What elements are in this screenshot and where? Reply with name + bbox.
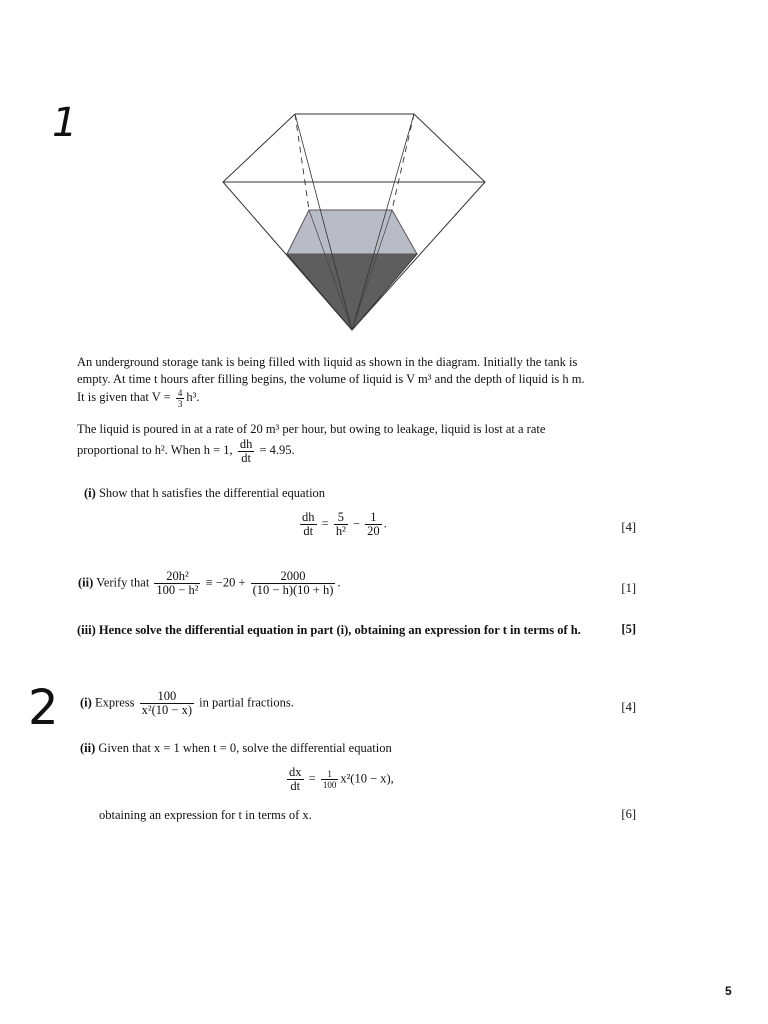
q1-eq-i-t2-den: 20 [367, 524, 380, 538]
q1-part-ii-label: (ii) [78, 575, 94, 590]
q2-fraction [140, 690, 194, 717]
q2-frac-den: x²(10 − x) [141, 703, 193, 717]
q2-part-i-text-a: Express [94, 695, 135, 710]
q2-eq-lhs-den: dt [290, 779, 301, 793]
tank-diagram [215, 108, 495, 336]
q1-part-i-label: (i) [84, 486, 96, 500]
q1-eq-ii-lhs-num: 20h² [154, 570, 200, 584]
q1-volume-frac-num: 4 [177, 387, 183, 398]
q1-eq-i-t1-num: 5 [334, 511, 348, 525]
q2-eq-equals: = [308, 771, 316, 786]
q1-rate-value: = 4.95. [259, 443, 295, 457]
q2-eq-rhs: x²(10 − x), [340, 771, 394, 786]
q2-eq-lhs [287, 766, 304, 793]
q2-part-ii-label: (ii) [80, 741, 96, 755]
q1-eq-i-term-2 [365, 511, 382, 538]
q2-part-i [80, 690, 294, 717]
q1-part-ii-text: Verify that [96, 575, 150, 590]
q1-part-iii-label: (iii) [77, 623, 96, 637]
q1-part-ii-marks: [1] [621, 581, 636, 595]
q1-rate-text: proportional to h². When h = 1, [77, 443, 233, 457]
q1-part-i-marks: [4] [621, 520, 636, 534]
q1-rate-frac-den: dt [241, 450, 251, 465]
q2-eq-lhs-num: dx [289, 765, 302, 779]
q1-intro-line-3 [77, 384, 200, 410]
handwritten-question-1: 1 [52, 100, 78, 146]
q2-eq-coefficient [321, 769, 339, 790]
q2-part-i-label: (i) [80, 695, 92, 710]
q1-eq-i-lhs-den: dt [303, 524, 314, 538]
q1-rate-line-1: The liquid is poured in at a rate of 20 m³ per hour, but owing to leakage, liquid is lost at a rate [77, 422, 546, 436]
q2-eq-coef-den: 100 [322, 780, 337, 790]
q1-rate-line-2 [77, 436, 295, 465]
handwritten-question-2: 2 [28, 680, 59, 736]
q1-part-iii-marks: [5] [621, 622, 636, 636]
q1-equation-i [298, 511, 387, 538]
q1-volume-fraction [176, 388, 185, 409]
q1-eq-i-end: . [383, 516, 387, 531]
q1-volume-text: It is given that V = [77, 390, 171, 404]
q1-eq-ii-end: . [337, 575, 341, 590]
q1-volume-frac-den: 3 [177, 398, 183, 409]
q2-part-i-text-b: in partial fractions. [199, 695, 294, 710]
q1-rate-fraction [238, 438, 255, 465]
q1-volume-power: h³. [186, 390, 200, 404]
q1-part-i-text: Show that h satisfies the differential equation [98, 486, 326, 500]
q1-intro-line-1: An underground storage tank is being filled with liquid as shown in the diagram. Initially the tank is [77, 355, 578, 369]
q1-eq-i-lhs [300, 511, 317, 538]
q2-part-ii-text: Given that x = 1 when t = 0, solve the differential equation [98, 741, 392, 755]
q1-eq-ii-rhs [251, 570, 336, 597]
q1-eq-i-lhs-num: dh [302, 510, 315, 524]
q1-part-i [84, 485, 325, 501]
q2-part-ii-marks: [6] [621, 807, 636, 821]
q1-part-iii [77, 622, 581, 638]
q1-eq-i-minus: − [352, 516, 360, 531]
q2-conclusion: obtaining an expression for t in terms of x. [99, 808, 312, 822]
q1-eq-ii-lhs-den: 100 − h² [156, 583, 199, 597]
q2-part-i-marks: [4] [621, 700, 636, 714]
liquid-lower-region [287, 254, 417, 330]
q2-frac-num: 100 [140, 690, 194, 704]
q1-eq-i-t1-den: h² [335, 524, 346, 538]
q1-eq-ii-rhs-den: (10 − h)(10 + h) [252, 583, 334, 597]
q1-eq-ii-lhs [154, 570, 200, 597]
q1-part-ii [78, 570, 341, 597]
q2-equation [285, 766, 394, 793]
q1-rate-frac-num: dh [239, 436, 253, 451]
q1-part-iii-text: Hence solve the differential equation in part (i), obtaining an expression for t in terms of h. [98, 623, 581, 637]
q2-part-ii [80, 740, 392, 756]
q1-intro-line-2: empty. At time t hours after filling begins, the volume of liquid is V m³ and the depth of liquid is h m. [77, 372, 585, 386]
page-number: 5 [725, 984, 732, 998]
q1-eq-i-t2-num: 1 [365, 511, 382, 525]
q1-eq-ii-mid: ≡ −20 + [205, 575, 246, 590]
liquid-upper-band [287, 210, 417, 254]
q1-eq-i-equals: = [321, 516, 329, 531]
q2-eq-coef-num: 1 [321, 769, 339, 780]
q1-eq-ii-rhs-num: 2000 [251, 570, 336, 584]
q1-eq-i-term-1 [334, 511, 348, 538]
